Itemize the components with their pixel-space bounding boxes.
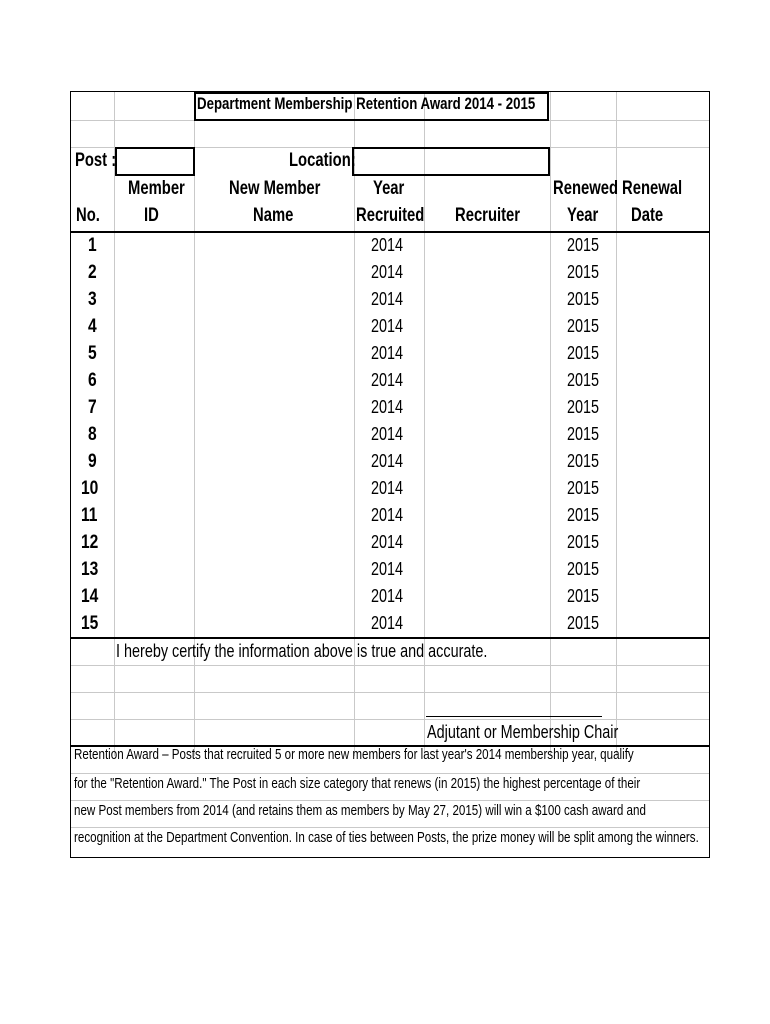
row-number: 6 [88, 370, 97, 391]
header-new-member: New Member [229, 178, 321, 199]
year-recruited-cell: 2014 [371, 370, 404, 390]
renewed-year-cell: 2015 [567, 262, 600, 282]
row-number: 11 [81, 505, 98, 526]
header-rule [71, 231, 709, 233]
grid-line [71, 665, 709, 666]
renewed-year-cell: 2015 [567, 343, 600, 363]
row-number: 1 [88, 235, 97, 256]
table-bottom-rule [71, 637, 709, 639]
certification-text: I hereby certify the information above is true and accurate. [116, 641, 488, 661]
renewed-year-cell: 2015 [567, 478, 600, 498]
signature-line [426, 716, 602, 717]
year-recruited-cell: 2014 [371, 397, 404, 417]
grid-line [71, 773, 709, 774]
year-recruited-cell: 2014 [371, 532, 404, 552]
grid-line [114, 92, 115, 756]
year-recruited-cell: 2014 [371, 235, 404, 255]
year-recruited-cell: 2014 [371, 289, 404, 309]
year-recruited-cell: 2014 [371, 343, 404, 363]
row-number: 7 [88, 397, 97, 418]
renewed-year-cell: 2015 [567, 451, 600, 471]
header-renewed-year: Year [567, 205, 599, 226]
renewed-year-cell: 2015 [567, 424, 600, 444]
year-recruited-cell: 2014 [371, 478, 404, 498]
header-date: Date [631, 205, 664, 226]
header-year: Year [373, 178, 405, 199]
row-number: 10 [81, 478, 99, 499]
signature-label: Adjutant or Membership Chair [427, 722, 619, 742]
year-recruited-cell: 2014 [371, 316, 404, 336]
year-recruited-cell: 2014 [371, 586, 404, 606]
header-no: No. [76, 205, 100, 226]
grid-line [71, 719, 709, 720]
renewed-year-cell: 2015 [567, 532, 600, 552]
row-number: 2 [88, 262, 97, 283]
award-paragraph-line: for the "Retention Award." The Post in each size category that renews (in 2015) the highest percentage of their [74, 776, 641, 792]
row-number: 3 [88, 289, 97, 310]
post-input[interactable] [115, 147, 195, 176]
renewed-year-cell: 2015 [567, 316, 600, 336]
row-number: 15 [81, 613, 99, 634]
header-member: Member [128, 178, 185, 199]
year-recruited-cell: 2014 [371, 424, 404, 444]
renewed-year-cell: 2015 [567, 613, 600, 633]
grid-line [71, 827, 709, 828]
row-number: 14 [81, 586, 99, 607]
row-number: 13 [81, 559, 99, 580]
award-paragraph-line: new Post members from 2014 (and retains them as members by May 27, 2015) will win a $100 cash award and [74, 803, 646, 819]
renewed-year-cell: 2015 [567, 370, 600, 390]
row-number: 12 [81, 532, 99, 553]
renewed-year-cell: 2015 [567, 559, 600, 579]
row-number: 8 [88, 424, 97, 445]
renewed-year-cell: 2015 [567, 586, 600, 606]
header-renewed: Renewed [553, 178, 619, 199]
grid-line [550, 92, 551, 756]
year-recruited-cell: 2014 [371, 262, 404, 282]
header-renewal: Renewal [622, 178, 683, 199]
row-number: 9 [88, 451, 97, 472]
retention-award-form [70, 91, 710, 858]
year-recruited-cell: 2014 [371, 559, 404, 579]
page-title: Department Membership Retention Award 2014 - 2015 [197, 94, 536, 113]
year-recruited-cell: 2014 [371, 451, 404, 471]
year-recruited-cell: 2014 [371, 613, 404, 633]
header-recruited: Recruited [356, 205, 425, 226]
header-recruiter: Recruiter [455, 205, 521, 226]
location-input[interactable] [352, 147, 550, 176]
renewed-year-cell: 2015 [567, 289, 600, 309]
row-number: 4 [88, 316, 97, 337]
award-paragraph-line: recognition at the Department Convention. In case of ties between Posts, the prize money will be split among the winners. [74, 830, 699, 846]
header-id: ID [144, 205, 159, 226]
header-name: Name [253, 205, 294, 226]
grid-line [71, 692, 709, 693]
year-recruited-cell: 2014 [371, 505, 404, 525]
post-label: Post : [75, 150, 117, 171]
renewed-year-cell: 2015 [567, 505, 600, 525]
grid-line [71, 800, 709, 801]
location-label: Location: [289, 150, 356, 171]
renewed-year-cell: 2015 [567, 235, 600, 255]
renewed-year-cell: 2015 [567, 397, 600, 417]
row-number: 5 [88, 343, 97, 364]
award-paragraph-line: Retention Award – Posts that recruited 5 or more new members for last year's 2014 membership year, qualify [74, 747, 634, 763]
